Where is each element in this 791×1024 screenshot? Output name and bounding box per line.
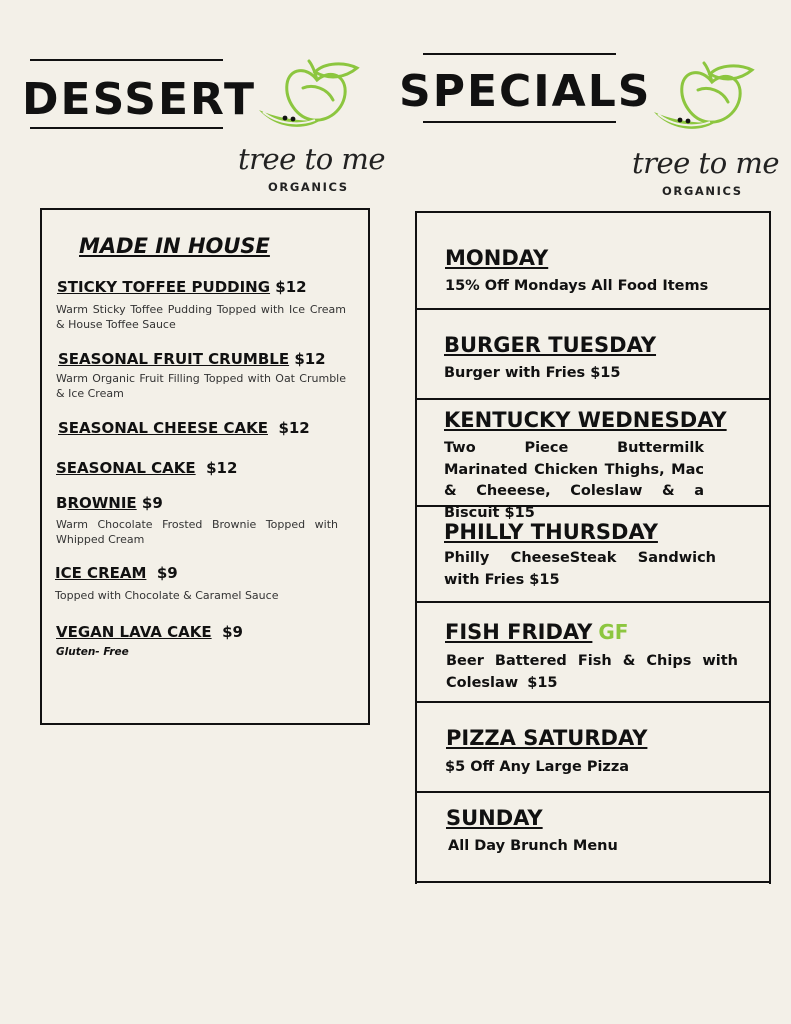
day-desc-thursday: Philly CheeseSteak Sandwich with Fries $15: [444, 550, 716, 588]
specials-box-top: [415, 211, 769, 213]
dessert-title: DESSERT: [22, 74, 256, 125]
specials-brand-sub: ORGANICS: [662, 184, 743, 198]
menu-item-name: BROWNIE $9: [56, 494, 163, 512]
day-desc-sunday: All Day Brunch Menu: [448, 838, 618, 854]
day-desc-saturday: $5 Off Any Large Pizza: [445, 759, 630, 775]
specials-title-rule-bottom: [423, 121, 616, 123]
day-separator: [415, 601, 771, 603]
menu-item-desc: Warm Sticky Toffee Pudding Topped with Ice Cream & House Toffee Sauce: [56, 303, 346, 331]
day-title-thursday: PHILLY THURSDAY: [444, 520, 658, 544]
day-desc-tuesday: Burger with Fries $15: [444, 365, 621, 381]
menu-item-price: $12: [275, 278, 307, 296]
dessert-title-rule-top: [30, 59, 223, 61]
menu-item-price: $9: [141, 494, 163, 512]
section-title: MADE IN HOUSE: [79, 234, 270, 258]
menu-item-note: Gluten- Free: [56, 646, 129, 658]
day-title-saturday: PIZZA SATURDAY: [446, 726, 648, 750]
specials-brand-script: tree to me: [632, 146, 780, 180]
day-title-tuesday: BURGER TUESDAY: [444, 333, 657, 357]
menu-item-name: ICE CREAM $9: [55, 564, 178, 582]
dessert-title-rule-bottom: [30, 127, 223, 129]
day-separator: [415, 308, 771, 310]
menu-item-desc: Topped with Chocolate & Caramel Sauce: [55, 589, 279, 602]
day-title-sunday: SUNDAY: [446, 806, 543, 830]
menu-item-name: SEASONAL FRUIT CRUMBLE $12: [58, 350, 326, 368]
menu-item-price: $12: [206, 459, 238, 477]
specials-box-left-border: [415, 211, 417, 884]
menu-item-desc: Warm Chocolate Frosted Brownie Topped with Whipped Cream: [56, 518, 338, 546]
menu-item-name: STICKY TOFFEE PUDDING $12: [57, 278, 307, 296]
specials-box-right-border: [769, 211, 771, 884]
day-separator: [415, 791, 771, 793]
menu-item-desc: Warm Organic Fruit Filling Topped with Oat Crumble & Ice Cream: [56, 372, 346, 400]
dessert-brand-sub: ORGANICS: [268, 180, 349, 194]
menu-item-name: SEASONAL CAKE $12: [56, 459, 238, 477]
dessert-brand-script: tree to me: [238, 142, 386, 176]
menu-item-price: $12: [294, 350, 326, 368]
gluten-free-badge: GF: [598, 620, 629, 644]
menu-item-name: VEGAN LAVA CAKE $9: [56, 623, 243, 641]
day-desc-monday: 15% Off Mondays All Food Items: [445, 278, 709, 294]
day-title-friday: FISH FRIDAY GF: [445, 620, 629, 644]
specials-title: SPECIALS: [399, 66, 652, 117]
day-desc-friday: Beer Battered Fish & Chips with Coleslaw $15: [446, 653, 738, 691]
specials-box-bottom: [415, 881, 771, 883]
day-separator: [415, 701, 771, 703]
apple-logo-icon: [255, 58, 365, 143]
day-title-wednesday: KENTUCKY WEDNESDAY: [444, 408, 727, 432]
day-separator: [415, 398, 771, 400]
menu-item-name: SEASONAL CHEESE CAKE $12: [58, 419, 310, 437]
menu-item-price: $9: [156, 564, 178, 582]
apple-logo-icon: [650, 60, 760, 145]
menu-item-price: $12: [278, 419, 310, 437]
menu-item-price: $9: [222, 623, 243, 641]
day-title-monday: MONDAY: [445, 246, 549, 270]
day-desc-wednesday: Two Piece Buttermilk Marinated Chicken Thighs, Mac & Cheeese, Coleslaw & a Biscuit $15: [444, 440, 704, 521]
specials-title-rule-top: [423, 53, 616, 55]
